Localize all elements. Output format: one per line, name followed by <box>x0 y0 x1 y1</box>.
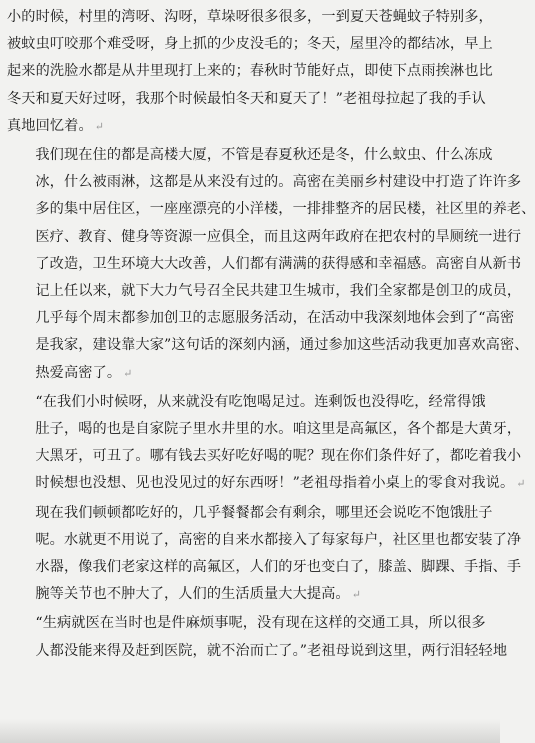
paragraph-4 <box>7 500 522 609</box>
text-line: 多的集中居住区，一座座漂亮的小洋楼，一排排整齐的居民楼，社区里的养老、 <box>35 201 535 218</box>
text-line-content: 真地回忆着。 <box>7 117 93 134</box>
paragraph-2 <box>7 142 535 387</box>
bottom-scan-shadow <box>0 719 500 743</box>
paragraph-mark-icon: ↵ <box>123 366 133 380</box>
text-line: 是我家，建设靠大家”这句话的深刻内涵，通过参加这些活动我更加喜欢高密、 <box>35 337 529 354</box>
paragraph-mark-icon: ↵ <box>94 119 105 133</box>
text-line: 肚子，喝的也是自家院子里水井里的水。咱这里是高氟区，各个都是大黄牙， <box>35 421 522 438</box>
paragraph-1 <box>7 4 494 140</box>
text-line: 呢。水就更不用说了，高密的自来水都接入了每家每户，社区里也都安装了净 <box>35 531 522 548</box>
text-line: 记上任以来，就下大力气号召全民共建卫生城市，我们全家都是创卫的成员， <box>35 283 522 300</box>
text-line: 几乎每个周末都参加创卫的志愿服务活动，在活动中我深刻地体会到了“高密 <box>35 310 515 327</box>
text-line: 水器，像我们老家这样的高氟区，人们的牙也变白了，膝盖、脚踝、手指、手 <box>35 559 522 576</box>
text-line-content: 时候想也没想、见也没见过的好东西呀！”老祖母指着小桌上的零食对我说。 <box>35 475 515 492</box>
text-line: 小的时候，村里的湾呀、沟呀，草垛呀很多很多，一到夏天苍蝇蚊子特别多， <box>7 9 493 25</box>
text-line: 被蚊虫叮咬那个难受呀，身上抓的少皮没毛的；冬天，屋里冷的都结冰，早上 <box>7 36 493 53</box>
text-line: 冬天和夏天好过呀，我那个时候最怕冬天和夏天了！”老祖母拉起了我的手认 <box>7 90 486 107</box>
text-line <box>7 581 494 608</box>
text-line-content: 热爱高密了。 <box>35 364 122 381</box>
text-line: 医疗、教育、健身等资源一应俱全，而且这两年政府在把农村的旱厕统一进行 <box>35 228 522 245</box>
text-line: 人都没能来得及赶到医院，就不治而亡了。”老祖母说到这里，两行泪轻轻地 <box>35 642 508 659</box>
text-line-content: 腕等关节也不肿大了，人们的生活质量大大提高。 <box>35 586 350 603</box>
text-line: 我们现在住的都是高楼大厦，不管是春夏秋还是冬，什么蚊虫、什么冻成 <box>35 147 493 164</box>
paragraph-5 <box>7 610 508 664</box>
text-line <box>7 113 494 140</box>
text-line: 了改造，卫生环境大大改善，人们都有满满的获得感和幸福感。高密自从新书 <box>35 255 522 272</box>
text-line <box>7 360 494 387</box>
text-line <box>7 470 526 497</box>
text-line: 现在我们顿顿都吃好的，几乎餐餐都会有剩余，哪里还会说吃不饱饿肚子 <box>35 504 493 521</box>
paragraph-mark-icon: ↵ <box>351 588 362 602</box>
text-line: 起来的洗脸水都是从井里现打上来的；春秋时节能好点，即使下点雨挨淋也比 <box>7 63 493 80</box>
paragraph-3 <box>7 389 526 498</box>
text-line: 冰，什么被雨淋，这都是从来没有过的。高密在美丽乡村建设中打造了许许多 <box>35 174 522 191</box>
text-line: “生病就医在当时也是件麻烦事呢，没有现在这样的交通工具，所以很多 <box>35 615 486 632</box>
text-line: 大黑牙，可丑了。哪有钱去买好吃好喝的呢？现在你们条件好了，都吃着我小 <box>35 448 522 465</box>
paragraph-mark-icon: ↵ <box>516 477 526 491</box>
text-line: “在我们小时候呀，从来就没有吃饱喝足过。连剩饭也没得吃，经常得饿 <box>35 393 486 410</box>
